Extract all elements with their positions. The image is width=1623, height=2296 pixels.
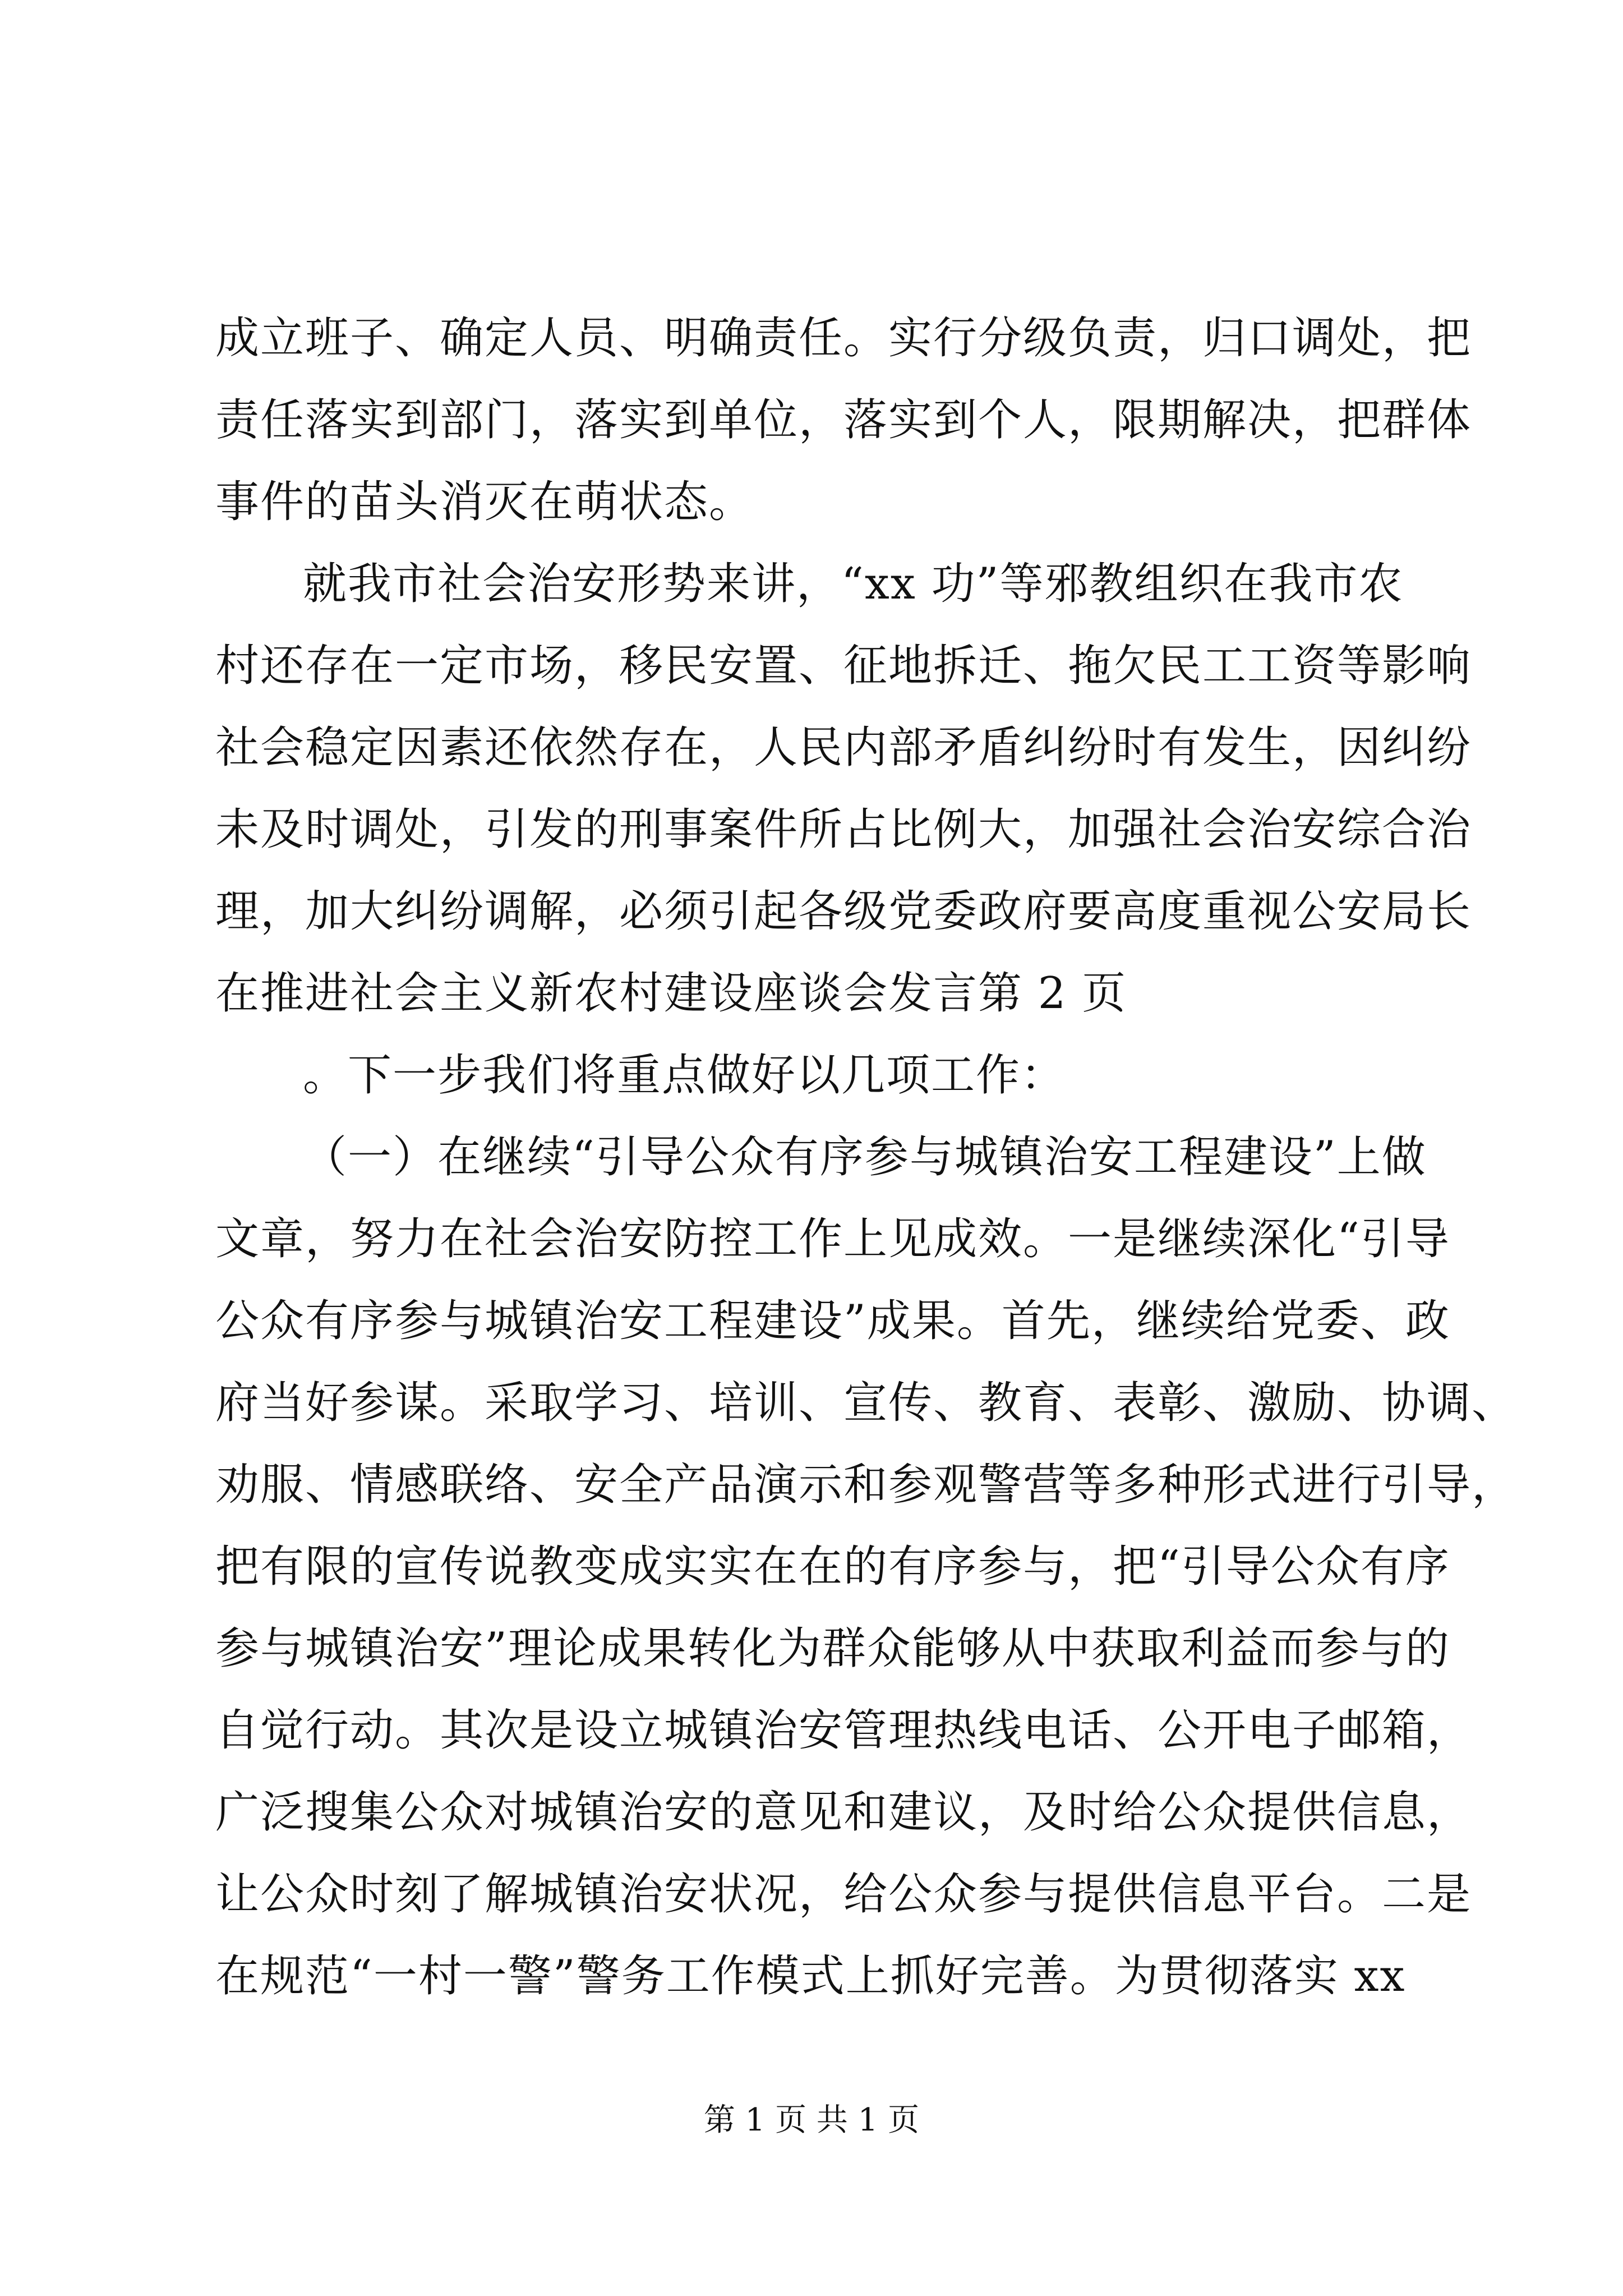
text-line: 让公众时刻了解城镇治安状况，给公众参与提供信息平台。二是	[215, 1869, 1472, 1920]
text-line: 参与城镇治安”理论成果转化为群众能够从中获取利益而参与的	[215, 1623, 1450, 1674]
text-line: 在推进社会主义新农村建设座谈会发言第 2 页	[215, 968, 1127, 1019]
text-line: 把有限的宣传说教变成实实在在的有序参与，把“引导公众有序	[215, 1542, 1450, 1592]
text-line: 文章，努力在社会治安防控工作上见成效。一是继续深化“引导	[215, 1214, 1450, 1264]
text-line: 自觉行动。其次是设立城镇治安管理热线电话、公开电子邮箱，	[215, 1705, 1472, 1756]
text-line: 广泛搜集公众对城镇治安的意见和建议，及时给公众提供信息，	[215, 1787, 1472, 1838]
paragraph-first-line: （一）在继续“引导公众有序参与城镇治安工程建设”上做	[303, 1132, 1427, 1182]
text-line: 责任落实到部门，落实到单位，落实到个人，限期解决，把群体	[215, 395, 1472, 445]
text-line: 村还存在一定市场，移民安置、征地拆迁、拖欠民工工资等影响	[215, 641, 1472, 691]
page-footer: 第 1 页 共 1 页	[703, 2102, 920, 2138]
text-line: 公众有序参与城镇治安工程建设”成果。首先，继续给党委、政	[215, 1296, 1450, 1346]
text-line: 在规范“一村一警”警务工作模式上抓好完善。为贯彻落实 xx	[215, 1951, 1406, 2001]
document-body	[215, 297, 1517, 2017]
paragraph-first-line: 就我市社会治安形势来讲，“xx 功”等邪教组织在我市农	[303, 559, 1404, 609]
text-line: 理，加大纠纷调解，必须引起各级党委政府要高度重视公安局长	[215, 886, 1472, 937]
text-line: 成立班子、确定人员、明确责任。实行分级负责，归口调处，把	[215, 313, 1472, 364]
text-line: 府当好参谋。采取学习、培训、宣传、教育、表彰、激励、协调、	[215, 1378, 1517, 1428]
text-line: 社会稳定因素还依然存在，人民内部矛盾纠纷时有发生，因纠纷	[215, 723, 1472, 773]
text-line: 未及时调处，引发的刑事案件所占比例大，加强社会治安综合治	[215, 804, 1472, 855]
text-line: 事件的苗头消灭在萌状态。	[215, 477, 754, 527]
text-line: 劝服、情感联络、安全产品演示和参观警营等多种形式进行引导，	[215, 1460, 1517, 1510]
paragraph-first-line: 。下一步我们将重点做好以几项工作：	[303, 1050, 1066, 1101]
